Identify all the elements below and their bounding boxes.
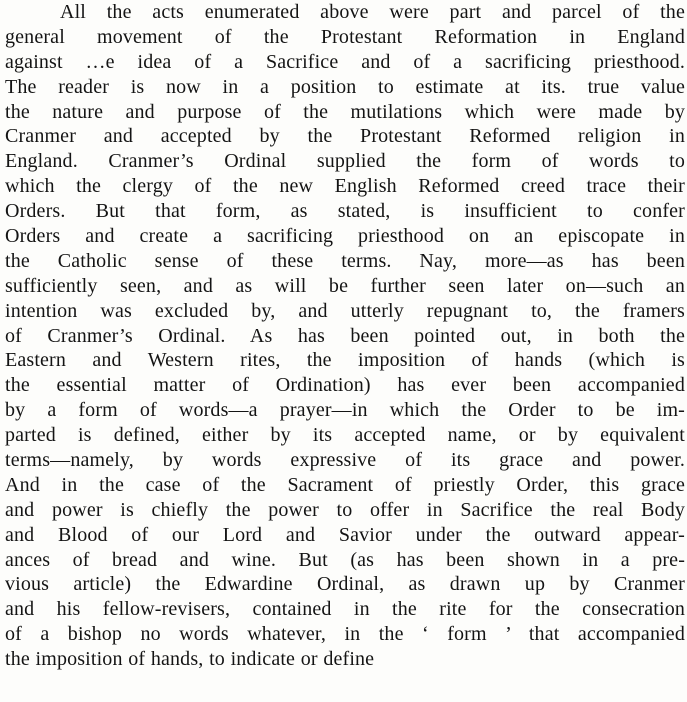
body-paragraph xyxy=(5,0,685,672)
text-line: of a bishop no words whatever, in the ‘ form ’ that accompanied xyxy=(5,623,685,646)
text-line: which the clergy of the new English Reformed creed trace their xyxy=(5,175,685,198)
text-line: The reader is now in a position to estimate at its. true value xyxy=(5,75,685,98)
text-line: parted is defined, either by its accepted name, or by equivalent xyxy=(5,424,685,447)
text-line: England. Cranmer’s Ordinal supplied the form of words to xyxy=(5,150,685,173)
text-line: and Blood of our Lord and Savior under the outward appear- xyxy=(5,523,685,546)
text-line: the Catholic sense of these terms. Nay, more—as has been xyxy=(5,249,685,272)
text-line: against …e idea of a Sacrifice and of a sacrificing priesthood. xyxy=(5,50,685,73)
text-line: and his fellow-revisers, contained in the rite for the consecration xyxy=(5,598,685,621)
text-line: Orders. But that form, as stated, is insufficient to confer xyxy=(5,200,685,223)
text-line: Orders and create a sacrificing priesthood on an episcopate in xyxy=(5,225,685,248)
text-line: of Cranmer’s Ordinal. As has been pointed out, in both the xyxy=(5,324,685,347)
text-line: general movement of the Protestant Reformation in England xyxy=(5,25,685,48)
text-line: the essential matter of Ordination) has ever been accompanied xyxy=(5,374,685,397)
text-line: ances of bread and wine. But (as has been shown in a pre- xyxy=(5,548,685,571)
text-line: vious article) the Edwardine Ordinal, as drawn up by Cranmer xyxy=(5,573,685,596)
text-line: the imposition of hands, to indicate or define xyxy=(5,648,375,671)
text-line: Cranmer and accepted by the Protestant Reformed religion in xyxy=(5,125,685,148)
text-line: intention was excluded by, and utterly repugnant to, the framers xyxy=(5,299,685,322)
text-line: the nature and purpose of the mutilations which were made by xyxy=(5,100,685,123)
text-line: sufficiently seen, and as will be further seen later on—such an xyxy=(5,274,685,297)
text-line: And in the case of the Sacrament of priestly Order, this grace xyxy=(5,473,685,496)
text-line: Eastern and Western rites, the imposition of hands (which is xyxy=(5,349,685,372)
text-line: by a form of words—a prayer—in which the Order to be im- xyxy=(5,399,685,422)
text-line: and power is chiefly the power to offer in Sacrifice the real Body xyxy=(5,498,685,521)
text-line: terms—namely, by words expressive of its grace and power. xyxy=(5,449,685,472)
text-line: All the acts enumerated above were part and parcel of the xyxy=(60,1,685,23)
